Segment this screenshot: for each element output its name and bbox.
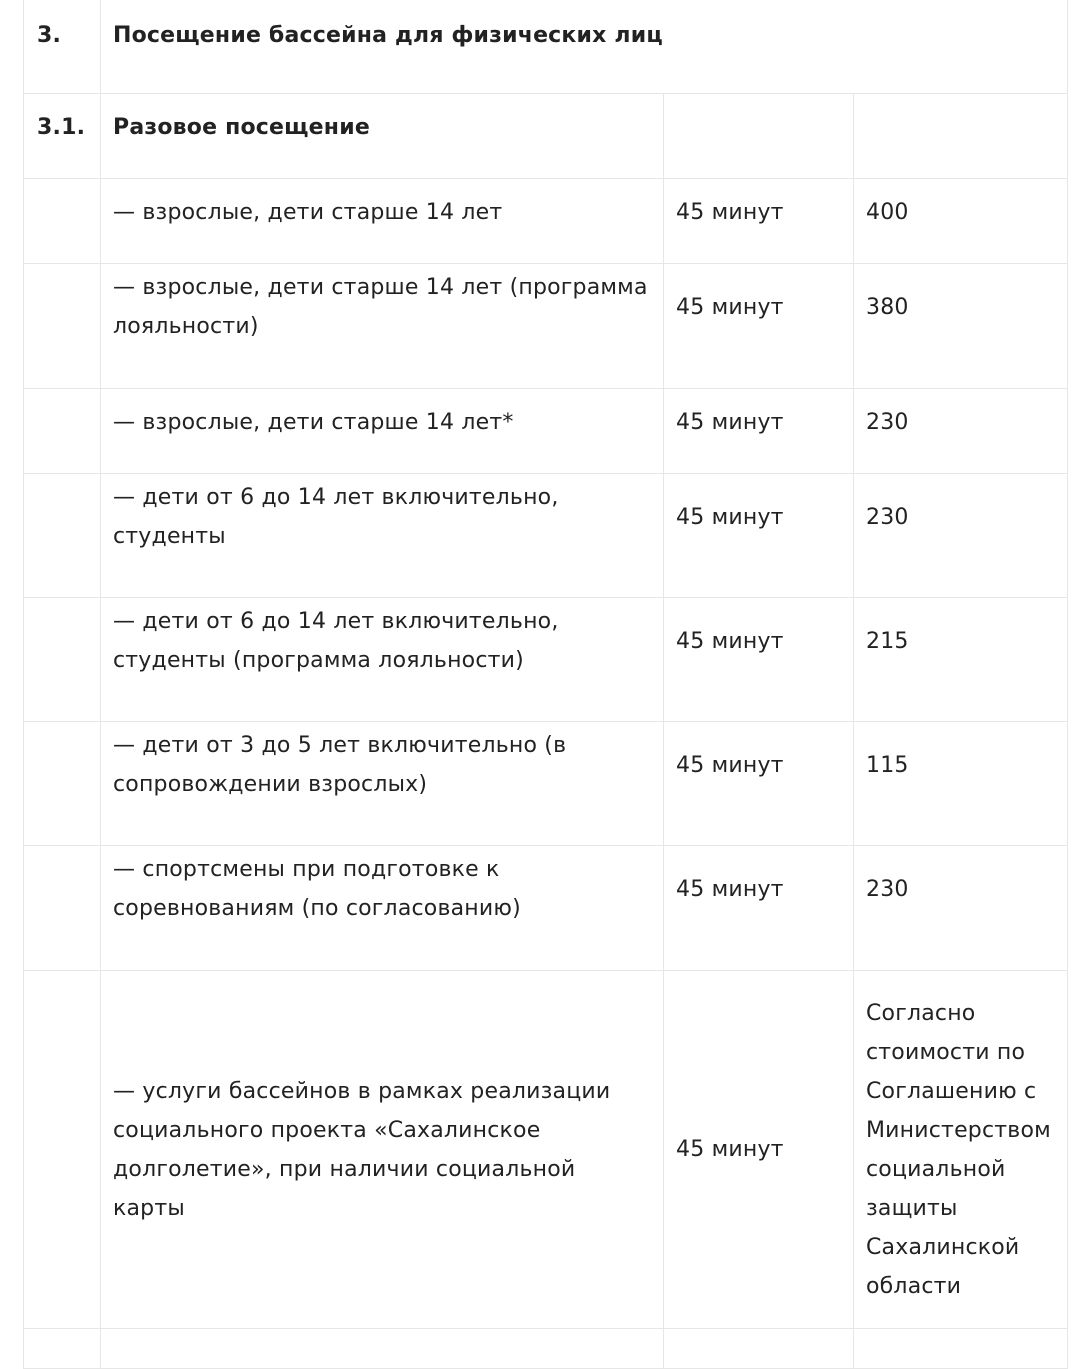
row-duration: 45 минут [664, 722, 854, 846]
row-name: — взрослые, дети старше 14 лет* [101, 389, 664, 474]
price-table-container [23, 0, 1067, 1369]
row-name: — дети от 3 до 5 лет включительно (в сопровождении взрослых) [101, 722, 664, 846]
table-row [24, 971, 1068, 1329]
table-row [24, 264, 1068, 389]
row-price: 380 [854, 264, 1068, 389]
row-price: 115 [854, 722, 1068, 846]
row-name: — спортсмены при подготовке к соревнованиям (по согласованию) [101, 846, 664, 971]
row-price: 230 [854, 389, 1068, 474]
section-row [24, 0, 1068, 94]
section-title: Посещение бассейна для физических лиц [101, 0, 1068, 94]
subsection-price-cell [854, 94, 1068, 179]
table-row [24, 179, 1068, 264]
row-price: 230 [854, 846, 1068, 971]
row-number-cell [24, 389, 101, 474]
price-table [23, 0, 1068, 1369]
row-number-cell [24, 264, 101, 389]
table-row [24, 846, 1068, 971]
row-name: — услуги бассейнов в рамках реализации социального проекта «Сахалинское долголетие», при наличии социальной карты [101, 971, 664, 1329]
row-number-cell [24, 179, 101, 264]
subsection-duration-cell [664, 94, 854, 179]
row-number-cell [24, 474, 101, 598]
row-duration: 45 минут [664, 389, 854, 474]
subsection-row [24, 94, 1068, 179]
row-duration: 45 минут [664, 264, 854, 389]
row-price: 400 [854, 179, 1068, 264]
row-duration: 45 минут [664, 598, 854, 722]
row-price: 230 [854, 474, 1068, 598]
row-name: — взрослые, дети старше 14 лет (программа лояльности) [101, 264, 664, 389]
row-number-cell [24, 971, 101, 1329]
row-price: 215 [854, 598, 1068, 722]
subsection-title: Разовое посещение [101, 94, 664, 179]
subsection-number: 3.1. [24, 94, 101, 179]
table-row [24, 389, 1068, 474]
table-row [24, 474, 1068, 598]
table-row [24, 598, 1068, 722]
row-duration: 45 минут [664, 971, 854, 1329]
section-number: 3. [24, 0, 101, 94]
row-number-cell [24, 846, 101, 971]
row-name: — дети от 6 до 14 лет включительно, студенты [101, 474, 664, 598]
row-name: — дети от 6 до 14 лет включительно, студенты (программа лояльности) [101, 598, 664, 722]
row-duration: 45 минут [664, 846, 854, 971]
row-number-cell [24, 598, 101, 722]
row-duration: 45 минут [664, 179, 854, 264]
row-name: — взрослые, дети старше 14 лет [101, 179, 664, 264]
table-row [24, 722, 1068, 846]
row-duration: 45 минут [664, 474, 854, 598]
row-number-cell [24, 722, 101, 846]
table-row-partial [24, 1329, 1068, 1369]
row-price: Согласно стоимости по Соглашению с Министерством социальной защиты Сахалинской области [854, 971, 1068, 1329]
